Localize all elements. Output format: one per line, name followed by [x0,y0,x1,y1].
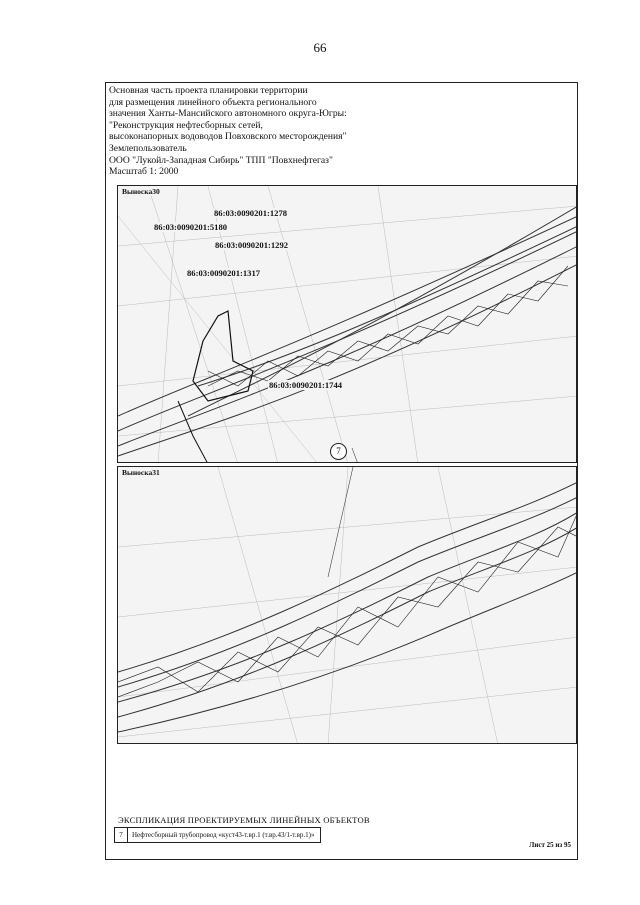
title-line: значения Ханты-Мансийского автономного округа-Югры: [109,108,347,120]
parcel-label: 86:03:0090201:1292 [215,240,289,250]
callout-label: Выноска30 [122,187,160,196]
title-line: "Реконструкция нефтесборных сетей, [109,119,263,131]
title-block [109,85,347,178]
map-callout-30 [117,185,577,463]
title-line: для размещения линейного объекта регионального [109,96,317,108]
line-number-marker: 7 [330,443,347,460]
legend-title: ЭКСПЛИКАЦИЯ ПРОЕКТИРУЕМЫХ ЛИНЕЙНЫХ ОБЪЕКТОВ [118,815,370,825]
callout-label: Выноска31 [122,468,160,477]
title-line: Масштаб 1: 2000 [109,166,179,178]
sheet-number: Лист 25 из 95 [529,841,571,849]
drawing-sheet [105,82,578,860]
map-callout-31 [117,466,577,744]
parcel-label: 86:03:0090201:1278 [214,208,288,218]
legend-description: Нефтесборный трубопровод «куст43-т.вр.1 (т.вр.43/1-т.вр.1)» [132,831,315,839]
title-line: Основная часть проекта планировки территории [109,85,308,96]
parcel-label: 86:03:0090201:1317 [187,268,261,278]
map-drawing [118,467,577,744]
title-line: ООО "Лукойл-Западная Сибирь" ТПП "Повхнефтегаз" [109,154,333,166]
page-number: 66 [313,40,327,55]
legend-number: 7 [115,828,128,842]
title-line: Землепользователь [109,142,187,154]
title-line: высоконапорных водоводов Повховского месторождения" [109,131,347,143]
parcel-label: 86:03:0090201:5180 [154,222,228,232]
parcel-label: 86:03:0090201:1744 [269,380,343,390]
legend-row [114,827,321,843]
